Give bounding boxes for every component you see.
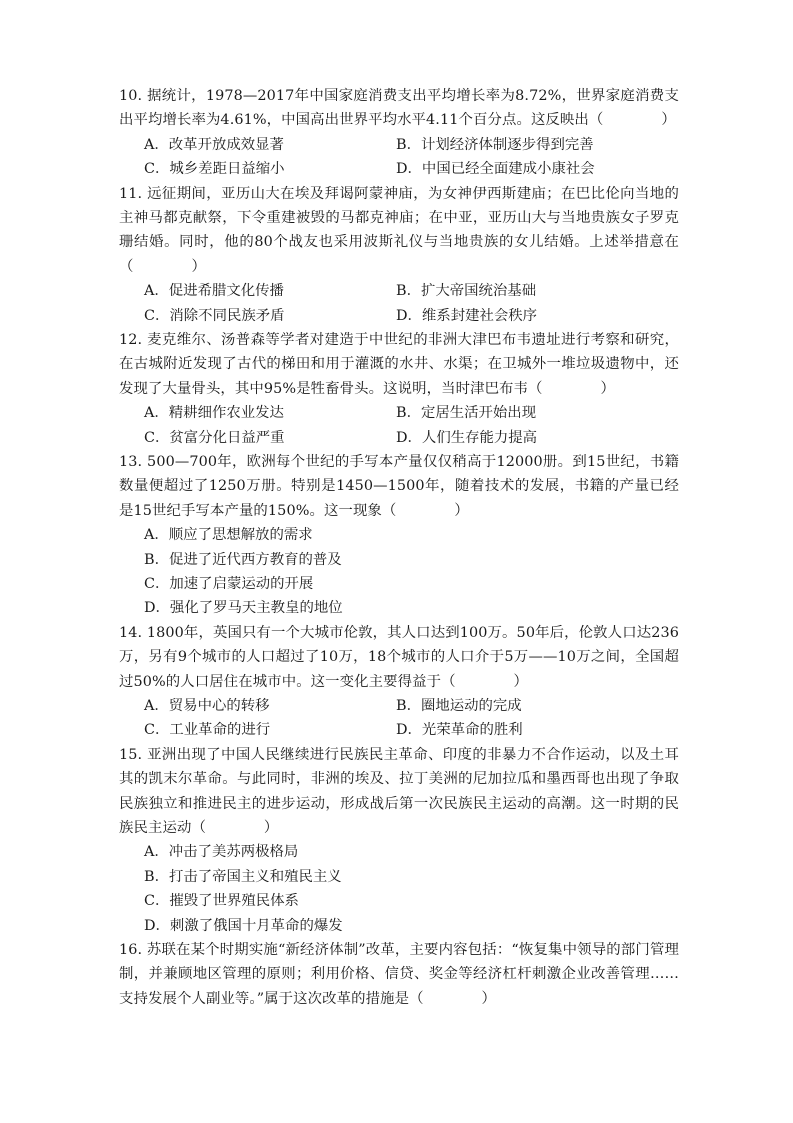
question-stem: 14. 1800年，英国只有一个大城市伦敦，其人口达到100万。50年后，伦敦人口达236万，另有9个城市的人口超过了10万，18个城市的人口介于5万——10万之间，全国超过50%的人口居住在城市中。这一变化主要得益于（ ） [119,624,679,690]
question-15 [119,743,679,938]
option-list [119,694,679,743]
question-12 [119,328,679,450]
option-D: D．光荣革命的胜利 [396,722,523,739]
option-D: D．维系封建社会秩序 [396,307,538,324]
option-list [119,840,679,938]
question-11 [119,182,679,328]
option-B: B．定居生活开始出现 [396,405,537,422]
option-row [119,401,679,425]
option-C: C．摧毁了世界殖民体系 [144,893,299,910]
option-row [119,133,679,157]
question-stem: 15. 亚洲出现了中国人民继续进行民族民主革命、印度的非暴力不合作运动，以及土耳其的凯末尔革命。与此同时，非洲的埃及、拉丁美洲的尼加拉瓜和墨西哥也出现了争取民族独立和推进民主的进步运动，形成战后第一次民族民主运动的高潮。这一时期的民族民主运动（ ） [119,746,679,836]
question-stem: 13. 500—700年，欧洲每个世纪的手写本产量仅仅稍高于12000册。到15世纪，书籍数量便超过了1250万册。特别是1450—1500年，随着技术的发展，书籍的产量已经是15世纪手写本产量的150%。这一现象（ ） [119,454,679,519]
question-stem: 10. 据统计，1978—2017年中国家庭消费支出平均增长率为8.72%，世界家庭消费支出平均增长率为4.61%，中国高出世界平均水平4.11个百分点。这反映出（ ） [119,88,679,129]
question-stem: 11. 远征期间，亚历山大在埃及拜谒阿蒙神庙，为女神伊西斯建庙；在巴比伦向当地的主神马都克献祭，下令重建被毁的马都克神庙；在中亚，亚历山大与当地贵族女子罗克珊结婚。同时，他的80个战友也采用波斯礼仪与当地贵族的女儿结婚。上述举措意在（ ） [119,185,679,275]
option-A: A．贸易中心的转移 [144,698,270,714]
option-row [119,157,679,181]
option-A: A．改革开放成效显著 [144,136,284,153]
option-D: D．人们生存能力提高 [396,429,538,446]
question-stem: 16. 苏联在某个时期实施“新经济体制”改革，主要内容包括：“恢复集中领导的部门管理制，并兼顾地区管理的原则；利用价格、信贷、奖金等经济杠杆刺激企业改善管理……支持发展个人副业等。”属于这次改革的措施是（ ） [119,941,679,1007]
option-row [119,694,679,718]
option-C: C．加速了启蒙运动的开展 [144,576,314,592]
option-D: D．刺激了俄国十月革命的爆发 [144,917,343,934]
option-B: B．扩大帝国统治基础 [396,283,537,300]
option-A: A．促进希腊文化传播 [144,283,284,300]
option-A: A．冲击了美苏两极格局 [144,844,299,861]
question-14 [119,621,679,743]
option-B: B．圈地运动的完成 [396,698,522,714]
option-B: B．计划经济体制逐步得到完善 [396,136,594,153]
question-13 [119,450,679,621]
option-B: B．打击了帝国主义和殖民主义 [144,868,342,885]
option-list [119,279,679,328]
question-10 [119,84,679,182]
option-A: A．精耕细作农业发达 [144,405,284,422]
option-list [119,523,679,621]
option-C: C．城乡差距日益缩小 [144,161,285,178]
option-A: A．顺应了思想解放的需求 [144,527,313,544]
option-row [119,718,679,742]
option-C: C．工业革命的进行 [144,722,271,739]
option-C: C．贫富分化日益严重 [144,429,285,446]
option-list [119,401,679,450]
question-list [119,84,679,1011]
option-D: D．中国已经全面建成小康社会 [396,161,595,178]
option-B: B．促进了近代西方教育的普及 [144,551,342,568]
option-row [119,426,679,450]
question-16 [119,938,679,1011]
option-D: D．强化了罗马天主教皇的地位 [144,600,343,617]
option-row [119,279,679,303]
option-C: C．消除不同民族矛盾 [144,307,285,324]
question-stem: 12. 麦克维尔、汤普森等学者对建造于中世纪的非洲大津巴布韦遗址进行考察和研究，在古城附近发现了古代的梯田和用于灌溉的水井、水渠；在卫城外一堆垃圾遗物中，还发现了大量骨头，其中95%是牲畜骨头。这说明，当时津巴布韦（ ） [119,332,679,397]
option-row [119,304,679,328]
option-list [119,133,679,182]
